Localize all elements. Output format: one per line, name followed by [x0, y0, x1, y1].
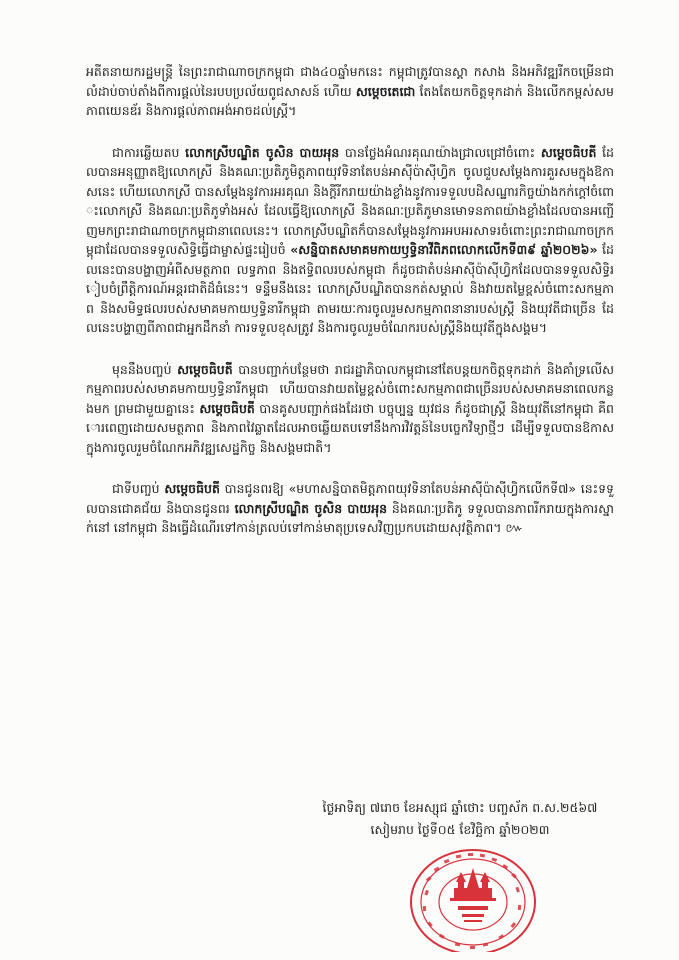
angkor-temple-seal-icon: [398, 838, 548, 952]
text-run: បានបញ្ជាក់បន្ថែមថា រាជរដ្ឋាភិបាលកម្ពុជានៅតែបន្តយកចិត្តទុកដាក់ និងគាំទ្រលើសកម្មភាពរបស់សមាគមកាយឫទ្ធិនារីកម្ពុជា ហើយបានវាយតម្លៃខ្ពស់ចំពោះសកម្មភាពជាច្រើនរបស់សមាគមនាពេលកន្លងមក ព្រមជាមួយគ្នានេះ: [86, 361, 614, 416]
paragraph-1: [86, 62, 614, 121]
bold-name-run: លោកស្រីបណ្ឌិត ចូសិន បាយអុន: [234, 500, 388, 516]
paragraph-2: [86, 143, 614, 338]
text-run: ដែលបានអនុញ្ញាតឱ្យលោកស្រី និងគណៈប្រតិភូមិត្តភាពយុវទិនាតែបន់អាស៊ីប៉ាស៊ីហ្វិក ចូលជួបសម្ដែងការគួរសមក្នុងឱកាសនេះ ហើយលោកស្រី បានសម្ដែងនូវការអរគុណ និងក្ដីរីករាយយ៉ាងខ្លាំងនូវការទទួលបដិសណ្ឋារកិច្ចយ៉ាងកក់ក្ដៅចំពោះលោកស្រី និងគណៈប្រតិភូទាំងអស់ ដែលធ្វើឱ្យលោកស្រី និងគណៈប្រតិភូមានមោទនភាពយ៉ាងខ្លាំងដែលបានអញ្ជើញមកព្រះរាជាណាចក្រកម្ពុជានាពេលនេះ។ លោកស្រីបណ្ឌិតក៏បានសម្ដែងនូវការអបអរសាទរចំពោះព្រះរាជាណាចក្រកម្ពុជាដែលបានទទួលសិទ្ធិធ្វើជាម្ចាស់ផ្ទះរៀបចំ: [86, 144, 614, 257]
text-run: អតីតនាយករដ្ឋមន្ត្រី នៃព្រះរាជាណាចក្រកម្ពុជា ជាង៤០ឆ្នាំមកនេះ កម្ពុជាត្រូវបានស្ដា កសាង និងអភិវឌ្ឍរីកចម្រើនជាលំដាប់ចាប់តាំងពីការផ្ដល់នៃរបបប្រល័យពូជសាសន៍ ហើយ: [86, 64, 614, 99]
text-run: មុននឹងបញ្ចប់: [112, 361, 178, 377]
seal-graphic: [398, 838, 548, 952]
bold-name-run: សម្ដេចធិបតី: [177, 361, 233, 377]
text-run: និងគណៈប្រតិភូ ទទួលបានភាពរីករាយក្នុងការស្នាក់នៅ នៅកម្ពុជា និងធ្វើដំណើរទៅកាន់ត្រលប់ទៅកាន់មាតុប្រទេសវិញប្រកបដោយសុវត្ថិភាព។ ៚: [86, 500, 614, 535]
paragraph-4: [86, 479, 614, 538]
bold-name-run: សម្ដេចធិបតី: [199, 400, 255, 416]
paragraph-3: [86, 360, 614, 458]
bold-name-run: សម្ដេចធិបតី: [540, 144, 597, 160]
bold-name-run: «សន្និបាតសមាគមកាយឫទ្ធិនាវីពិភពលោកលើកទី៣៩ ឆ្នាំ២០២៦»: [290, 242, 598, 257]
document-body: [86, 62, 614, 560]
text-run: តែងតែយកចិត្តទុកដាក់ និងលើកកម្ពស់សមភាពយេនឌ័រ និងការផ្ដល់ភាពអង់អាចដល់ស្ត្រី។: [86, 83, 614, 118]
text-run: ដែលនេះបានបង្ហាញអំពីសមត្ថភាព លទ្ធភាព និងឥទ្ធិពលរបស់កម្ពុជា ក៏ដូចជាតំបន់អាស៊ីប៉ាស៊ីហ្វិកដែលបានទទួលសិទ្ធិរៀបចំព្រឹត្តិការណ៍អន្តរជាតិដ៏ធំនេះ។ ទន្ទឹមនឹងនេះ លោកស្រីបណ្ឌិតបានកត់សម្គាល់ និងវាយតម្លៃខ្ពស់ចំពោះសកម្មភាព និងសមិទ្ធផលរបស់សមាគមកាយឫទ្ធិនារីកម្ពុជា តាមរយៈការចូលរួមសកម្មភាពនានារបស់ស្ត្រី និងយុវតីជាច្រើន ដែលនេះបង្ហាញពីភាពជាអ្នកដឹកនាំ ការទទួលខុសត្រូវ និងការចូលរួមចំណែករបស់ស្ត្រីនិងយុវតីក្នុងសង្គម។: [86, 242, 614, 335]
place-and-date: សៀមរាប ថ្ងៃទី០៥ ខែវិច្ឆិកា ឆ្នាំ២០២៣: [370, 822, 550, 837]
bold-name-run: សម្ដេចធិបតី: [164, 481, 220, 496]
closing-block: [300, 797, 620, 841]
text-run: ជាទីបញ្ចប់: [112, 481, 165, 496]
bold-name-run: សម្ដេចតេជោ: [355, 83, 416, 99]
text-run: បានថ្លែងអំណរគុណយ៉ាងជ្រាលជ្រៅចំពោះ: [339, 144, 541, 160]
text-run: បានជូនពរឱ្យ «មហាសន្និបាតមិត្តភាពយុវទិនាតែបន់អាស៊ីប៉ាស៊ីហ្វិកលើកទី៧» នេះទទួលបានជោគជ័យ និងបានជូនពរ: [86, 481, 614, 516]
lunar-date: ថ្ងៃអាទិត្យ ៧រោច ខែអស្សុជ ឆ្នាំថោះ បញ្ចស័ក ព.ស.២៥៦៧: [322, 800, 598, 815]
bold-name-run: លោកស្រីបណ្ឌិត ចូសិន បាយអុន: [185, 144, 340, 160]
text-run: បានគូសបញ្ជាក់ផងដែរថា បច្ចុប្បន្ន យុវជន ក៏ដូចជាស្ត្រី និងយុវតីនៅកម្ពុជា គឺពោរពេញដោយសមត្ថភាព និងភាពវៃឆ្លាតដែលអាចឆ្លើយតបទៅនឹងការវិវត្តន៍នៃបច្ចេកវិទ្យាថ្មីៗ ដើម្បីទទួលបានឱកាសក្នុងការចូលរួមចំណែកអភិវឌ្ឍសេដ្ឋកិច្ច និងសង្គមជាតិ។: [86, 400, 614, 455]
text-run: ជាការឆ្លើយតប: [112, 144, 186, 160]
